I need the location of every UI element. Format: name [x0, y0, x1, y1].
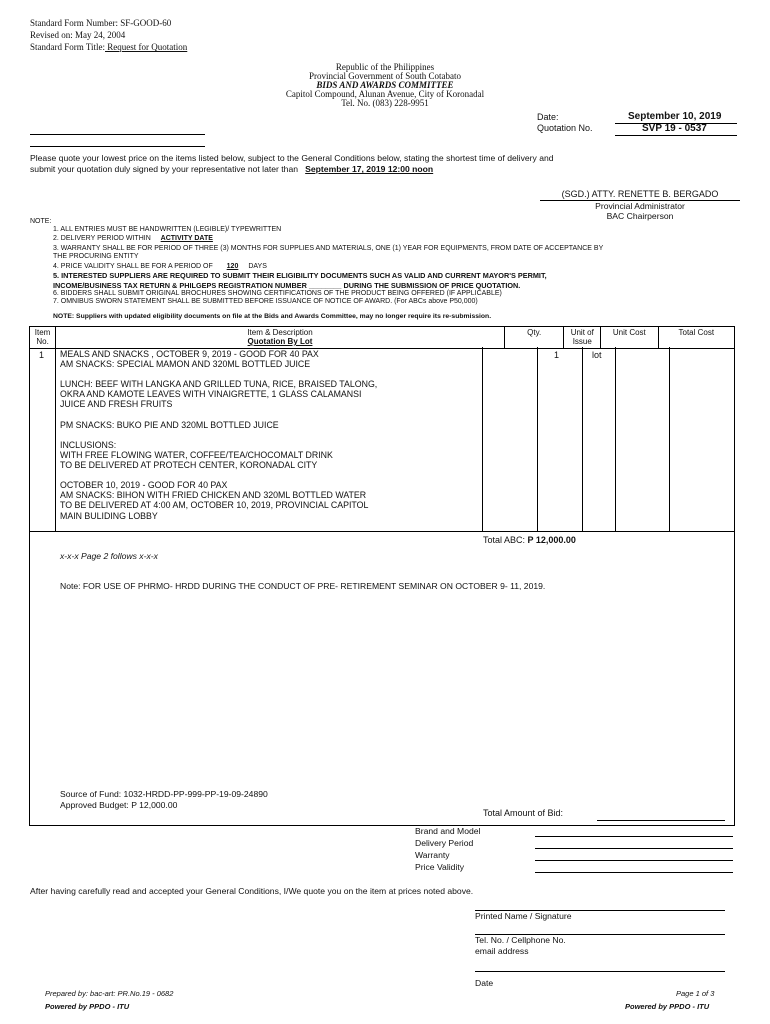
- agency-province: Provincial Government of South Cotabato: [309, 71, 461, 81]
- note-4: [53, 263, 267, 270]
- date-label: Date:: [537, 112, 559, 122]
- revised-date: Revised on: May 24, 2004: [30, 30, 126, 40]
- approved-budget: Approved Budget: P 12,000.00: [60, 800, 178, 810]
- agency-address: Capitol Compound, Alunan Avenue, City of Koronadal: [285, 89, 485, 99]
- tel-label: Tel. No. / Cellphone No.: [475, 935, 566, 945]
- intro-line-2: [30, 164, 433, 174]
- note-2: [53, 235, 219, 242]
- page-number: Page 1 of 3: [676, 989, 715, 998]
- description-line: AM SNACKS: BIHON WITH FRIED CHICKEN AND 320ML BOTTLED WATER: [60, 490, 367, 501]
- description-line: TO BE DELIVERED AT PROTECH CENTER, KORONADAL CITY: [60, 460, 318, 471]
- date-value: September 10, 2019: [628, 111, 722, 122]
- row-item-no: 1: [39, 350, 45, 360]
- submission-deadline: September 17, 2019 12:00 noon: [305, 164, 434, 174]
- description-line: [60, 410, 377, 420]
- note-2-prefix: 2. DELIVERY PERIOD WITHIN: [53, 235, 151, 242]
- form-title: [30, 42, 187, 52]
- description-line: [60, 430, 377, 440]
- item-description: [60, 349, 377, 521]
- intro-line-1: Please quote your lowest price on the items listed below, subject to the General Conditions below, stating the shortest time of delivery and: [30, 153, 554, 163]
- note-4-prefix: 4. PRICE VALIDITY SHALL BE FOR A PERIOD OF: [53, 263, 213, 270]
- validity-field[interactable]: [535, 872, 733, 873]
- delivery-label: Delivery Period: [415, 838, 474, 848]
- description-line: JUICE AND FRESH FRUITS: [60, 399, 173, 410]
- description-line: MEALS AND SNACKS , OCTOBER 9, 2019 - GOOD FOR 40 PAX: [60, 349, 319, 359]
- total-abc-label: Total ABC:: [483, 535, 526, 545]
- notes-heading: NOTE:: [30, 218, 52, 225]
- chairperson-title-2: BAC Chairperson: [606, 211, 674, 221]
- note-4-value: 120: [226, 263, 239, 270]
- quotation-value: SVP 19 - 0537: [642, 123, 707, 134]
- total-bid-label: Total Amount of Bid:: [483, 808, 564, 818]
- prepared-by: Prepared by: bac-art: PR.No.19 - 0682: [45, 989, 174, 998]
- header-qty: Qty.: [504, 327, 564, 349]
- description-line: OKRA AND KAMOTE LEAVES WITH VINAIGRETTE, 1 GLASS CALAMANSI: [60, 389, 362, 400]
- page-follows: x-x-x Page 2 follows x-x-x: [60, 551, 158, 561]
- agency-republic: Republic of the Philippines: [335, 62, 435, 72]
- description-line: PM SNACKS: BUKO PIE AND 320ML BOTTLED JUICE: [60, 419, 279, 430]
- total-abc-value: P 12,000.00: [527, 535, 576, 545]
- note-5b: INCOME/BUSINESS TAX RETURN & PHILGEPS REGISTRATION NUMBER ________ DURING THE SUBMISSION OF PRICE QUOTATION.: [53, 281, 521, 290]
- note-2-value: ACTIVITY DATE: [160, 235, 213, 242]
- row-qty: 1: [554, 350, 560, 360]
- brand-label: Brand and Model: [415, 826, 481, 836]
- header-unit-cost: Unit Cost: [601, 327, 659, 349]
- quotation-table-header: [29, 326, 735, 349]
- note-6: 6. BIDDERS SHALL SUBMIT ORIGINAL BROCHURES SHOWING CERTIFICATIONS OF THE PRODUCT BEING OFFERED (IF APPLICABLE): [53, 290, 502, 297]
- description-line: [60, 470, 377, 480]
- delivery-field[interactable]: [535, 848, 733, 849]
- note-3b: THE PROCURING ENTITY: [53, 253, 139, 260]
- intro-line-2-prefix: submit your quotation duly signed by your representative not later than: [30, 164, 298, 174]
- note-4-suffix: DAYS: [248, 263, 267, 270]
- powered-by-left: Powered by PPDO - ITU: [45, 1002, 130, 1011]
- row-unit: lot: [592, 350, 602, 360]
- description-line: AM SNACKS: SPECIAL MAMON AND 320ML BOTTLED JUICE: [60, 359, 311, 370]
- form-number: Standard Form Number: SF-GOOD-60: [30, 18, 172, 28]
- quotation-label: Quotation No.: [537, 123, 593, 133]
- description-line: MAIN BULIDING LOBBY: [60, 510, 158, 521]
- addressee-line-2[interactable]: [30, 146, 205, 147]
- description-line: WITH FREE FLOWING WATER, COFFEE/TEA/CHOCOMALT DRINK: [60, 449, 333, 460]
- warranty-field[interactable]: [535, 860, 733, 861]
- description-line: OCTOBER 10, 2019 - GOOD FOR 40 PAX: [60, 480, 228, 491]
- agency-tel: Tel. No. (083) 228-9951: [341, 98, 429, 108]
- description-line: TO BE DELIVERED AT 4:00 AM, OCTOBER 10, 2019, PROVINCIAL CAPITOL: [60, 500, 369, 511]
- printed-name-label: Printed Name / Signature: [475, 911, 572, 921]
- acceptance-statement: After having carefully read and accepted your General Conditions, I/We quote you on the item at prices noted above.: [30, 886, 474, 896]
- note-3a: 3. WARRANTY SHALL BE FOR PERIOD OF THREE (3) MONTHS FOR SUPPLIES AND MATERIALS, ONE (1) YEAR FOR EQUIPMENTS, FROM DATE OF ACCEPTANCE BY: [53, 245, 604, 252]
- header-unit: Unit of Issue: [564, 327, 601, 349]
- email-label: email address: [475, 946, 529, 956]
- note-7: 7. OMNIBUS SWORN STATEMENT SHALL BE SUBMITTED BEFORE ISSUANCE OF NOTICE OF AWARD. (For ABCs above P50,000): [53, 298, 478, 305]
- brand-field[interactable]: [535, 836, 733, 837]
- description-line: LUNCH: BEEF WITH LANGKA AND GRILLED TUNA, RICE, BRAISED TALONG,: [60, 379, 378, 390]
- description-line: INCLUSIONS:: [60, 439, 117, 450]
- note-5a: 5. INTERESTED SUPPLIERS ARE REQUIRED TO SUBMIT THEIR ELIGIBILITY DOCUMENTS SUCH AS VALID AND CURRENT MAYOR'S PERMIT,: [53, 271, 547, 280]
- chairperson-name: (SGD.) ATTY. RENETTE B. BERGADO: [561, 189, 719, 199]
- usage-note: Note: FOR USE OF PHRMO- HRDD DURING THE CONDUCT OF PRE- RETIREMENT SEMINAR ON OCTOBER 9- 11, 2019.: [60, 581, 546, 591]
- source-of-fund: Source of Fund: 1032-HRDD-PP-999-PP-19-09-24890: [60, 789, 268, 799]
- header-description: Item & Description Quotation By Lot: [56, 327, 505, 349]
- chairperson-title-1: Provincial Administrator: [595, 201, 685, 211]
- total-abc: [483, 535, 576, 545]
- form-title-value: Request for Quotation: [105, 42, 188, 52]
- addressee-line-1[interactable]: [30, 134, 205, 135]
- sign-date-label: Date: [475, 978, 494, 988]
- form-title-label: Standard Form Title:: [30, 42, 106, 52]
- description-line: [60, 369, 377, 379]
- total-bid-field[interactable]: [597, 820, 725, 821]
- eligibility-note: NOTE: Suppliers with updated eligibility documents on file at the Bids and Awards Committee, may no longer require its re-submission.: [53, 313, 492, 320]
- note-1: 1. ALL ENTRIES MUST BE HANDWRITTEN (LEGIBLE)/ TYPEWRITTEN: [53, 226, 282, 233]
- date-field[interactable]: [475, 971, 725, 972]
- agency-bac: BIDS AND AWARDS COMMITTEE: [316, 80, 454, 90]
- warranty-label: Warranty: [415, 850, 450, 860]
- header-item-no: Item No.: [30, 327, 56, 349]
- header-total-cost: Total Cost: [658, 327, 734, 349]
- validity-label: Price Validity: [415, 862, 465, 872]
- powered-by-right: Powered by PPDO - ITU: [625, 1002, 710, 1011]
